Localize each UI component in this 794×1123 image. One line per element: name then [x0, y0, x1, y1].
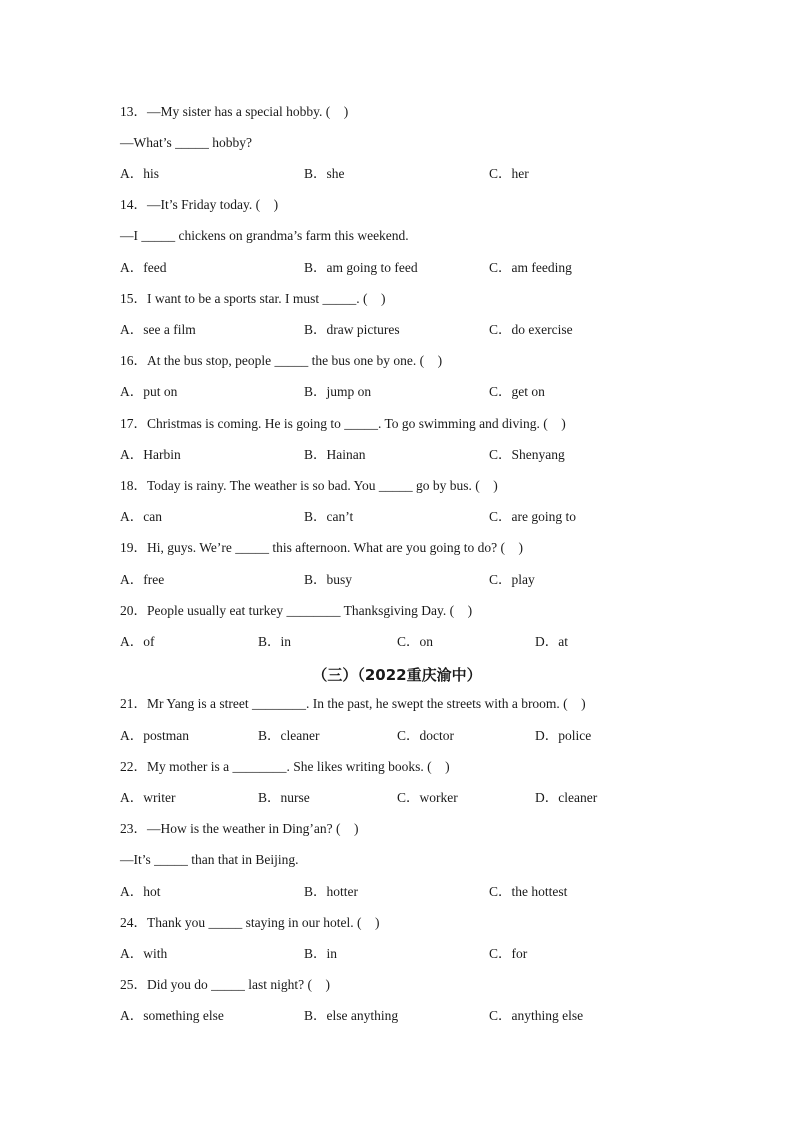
question-14-option-a: A．feed [120, 260, 167, 275]
question-19-option-b: B．busy [304, 572, 353, 587]
question-23-option-a: A．hot [120, 884, 161, 899]
question-13-option-c: C．her [489, 166, 529, 181]
question-16-option-a: A．put on [120, 384, 178, 399]
question-22-option-d: D．cleaner [535, 790, 598, 805]
question-15-option-b: B．draw pictures [304, 322, 400, 337]
question-22-stem: 22．My mother is a ________. She likes writing books. ( ) [120, 759, 450, 774]
question-21-option-d: D．police [535, 728, 592, 743]
question-18-stem: 18．Today is rainy. The weather is so bad. You _____ go by bus. ( ) [120, 478, 498, 493]
question-20-option-b: B．in [258, 634, 292, 649]
question-14-option-c: C．am feeding [489, 260, 572, 275]
question-14-option-b: B．am going to feed [304, 260, 418, 275]
question-25-option-b: B．else anything [304, 1008, 399, 1023]
question-19-stem: 19．Hi, guys. We’re _____ this afternoon. What are you going to do? ( ) [120, 540, 523, 555]
question-24-option-c: C．for [489, 946, 528, 961]
question-13-response: —What’s _____ hobby? [120, 135, 252, 150]
question-25-option-a: A．something else [120, 1008, 224, 1023]
question-17-stem: 17．Christmas is coming. He is going to _____. To go swimming and diving. ( ) [120, 416, 566, 431]
question-23-response: —It’s _____ than that in Beijing. [120, 852, 299, 867]
question-21-option-a: A．postman [120, 728, 189, 743]
question-17-option-c: C．Shenyang [489, 447, 565, 462]
question-20-option-a: A．of [120, 634, 155, 649]
question-23-option-c: C．the hottest [489, 884, 568, 899]
question-13-option-a: A．his [120, 166, 160, 181]
question-16-option-c: C．get on [489, 384, 545, 399]
question-19-option-c: C．play [489, 572, 535, 587]
question-23-stem: 23．—How is the weather in Ding’an? ( ) [120, 821, 359, 836]
question-17-option-b: B．Hainan [304, 447, 366, 462]
question-17-option-a: A．Harbin [120, 447, 181, 462]
question-15-option-a: A．see a film [120, 322, 196, 337]
question-25-stem: 25．Did you do _____ last night? ( ) [120, 977, 330, 992]
question-22-option-a: A．writer [120, 790, 176, 805]
question-20-option-c: C．on [397, 634, 434, 649]
question-18-option-c: C．are going to [489, 509, 576, 524]
question-21-option-b: B．cleaner [258, 728, 320, 743]
section-heading: （三）（2022重庆渝中） [312, 666, 482, 684]
question-13-option-b: B．she [304, 166, 345, 181]
question-25-option-c: C．anything else [489, 1008, 584, 1023]
question-23-option-b: B．hotter [304, 884, 358, 899]
question-15-stem: 15．I want to be a sports star. I must _____. ( ) [120, 291, 386, 306]
question-22-option-b: B．nurse [258, 790, 310, 805]
question-21-stem: 21．Mr Yang is a street ________. In the past, he swept the streets with a broom. ( ) [120, 696, 586, 711]
question-24-stem: 24．Thank you _____ staying in our hotel. ( ) [120, 915, 380, 930]
question-19-option-a: A．free [120, 572, 165, 587]
question-24-option-b: B．in [304, 946, 338, 961]
question-13-stem: 13．—My sister has a special hobby. ( ) [120, 104, 349, 119]
question-15-option-c: C．do exercise [489, 322, 573, 337]
question-20-option-d: D．at [535, 634, 568, 649]
question-14-stem: 14．—It’s Friday today. ( ) [120, 197, 279, 212]
question-18-option-b: B．can’t [304, 509, 354, 524]
question-20-stem: 20．People usually eat turkey ________ Thanksgiving Day. ( ) [120, 603, 473, 618]
question-14-response: —I _____ chickens on grandma’s farm this weekend. [120, 228, 409, 243]
question-21-option-c: C．doctor [397, 728, 454, 743]
question-16-stem: 16．At the bus stop, people _____ the bus one by one. ( ) [120, 353, 443, 368]
question-24-option-a: A．with [120, 946, 168, 961]
question-16-option-b: B．jump on [304, 384, 372, 399]
question-22-option-c: C．worker [397, 790, 458, 805]
question-18-option-a: A．can [120, 509, 162, 524]
